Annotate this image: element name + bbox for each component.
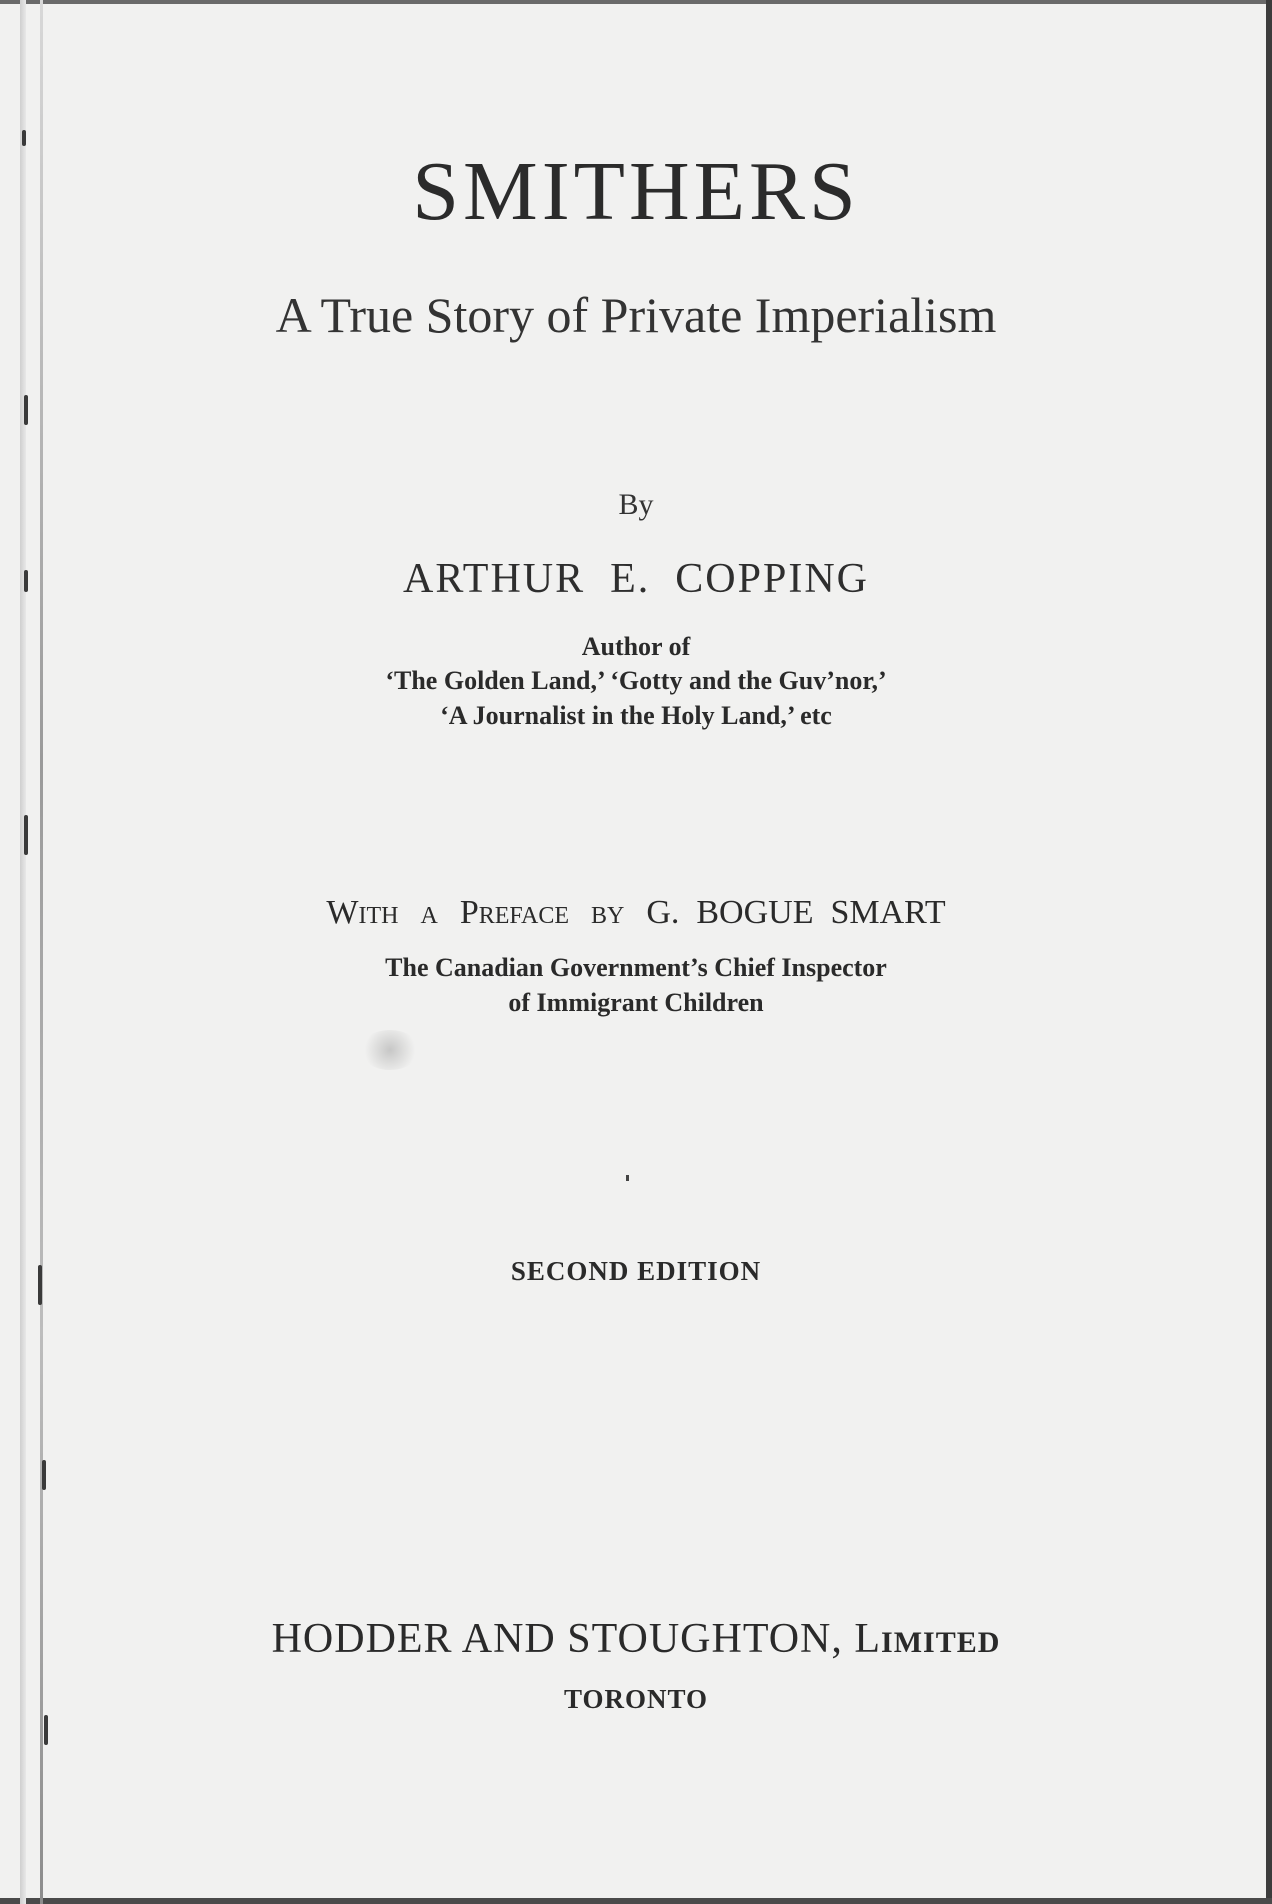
- page-bottom-edge: [0, 1898, 1272, 1904]
- gutter-mark: [24, 815, 28, 855]
- by-label: By: [618, 488, 654, 521]
- ink-speck: [626, 1175, 629, 1181]
- preface-preface-cap: P: [459, 894, 479, 931]
- author-name: ARTHUR E. COPPING: [402, 556, 870, 602]
- book-title: SMITHERS: [412, 145, 860, 238]
- preface-author-name: G. BOGUE SMART: [646, 894, 946, 931]
- preface-credit: [0, 896, 1272, 930]
- publisher: [0, 1618, 1272, 1660]
- publisher-limited-rest: IMITED: [881, 1626, 1001, 1659]
- publisher-limited-cap: L: [854, 1616, 882, 1662]
- page-top-edge: [0, 0, 1272, 4]
- gutter-mark: [42, 1460, 46, 1490]
- preface-a: A: [420, 903, 438, 929]
- preface-author-title-line-2: of Immigrant Children: [508, 988, 764, 1017]
- preface-preface-rest: REFACE: [478, 903, 569, 929]
- publisher-name: HODDER AND STOUGHTON,: [271, 1616, 855, 1662]
- ink-smudge: [360, 1030, 420, 1070]
- preface-with-rest: ITH: [358, 903, 399, 929]
- book-subtitle: A True Story of Private Imperialism: [275, 287, 997, 343]
- other-works-line-1: ‘The Golden Land,’ ‘Gotty and the Guv’nor,’: [385, 666, 887, 695]
- preface-by: BY: [590, 903, 625, 929]
- author-of-label: Author of: [581, 632, 691, 661]
- preface-with-cap: W: [326, 894, 359, 931]
- preface-author-title-line-1: The Canadian Government’s Chief Inspector: [385, 953, 887, 982]
- gutter-mark: [24, 395, 28, 425]
- edition-label: SECOND EDITION: [510, 1256, 762, 1286]
- gutter-mark: [44, 1715, 48, 1745]
- other-works-line-2: ‘A Journalist in the Holy Land,’ etc: [440, 701, 832, 730]
- gutter-mark: [22, 130, 26, 146]
- publisher-city: TORONTO: [563, 1684, 709, 1714]
